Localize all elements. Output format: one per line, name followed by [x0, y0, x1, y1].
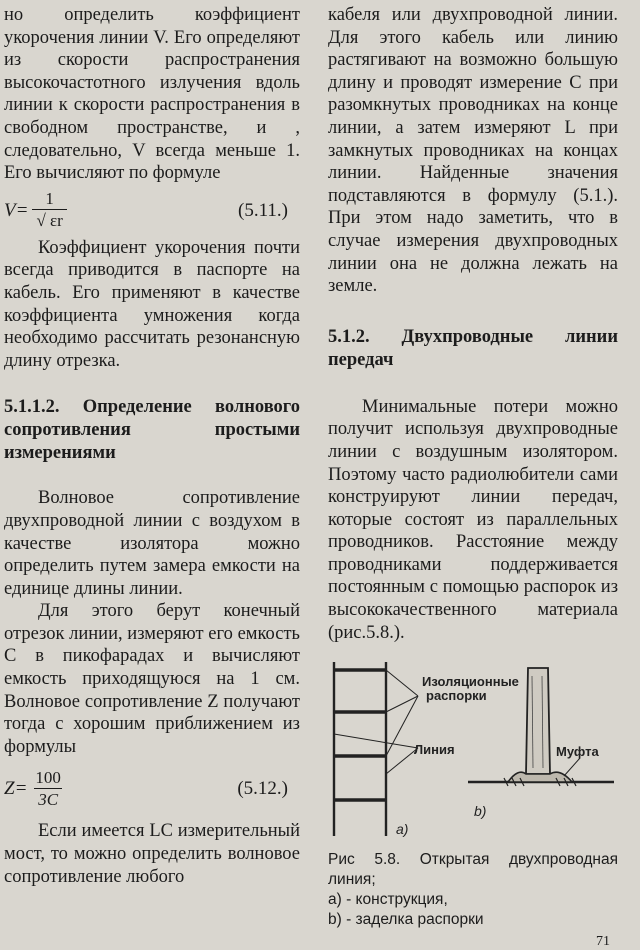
formula-5-12	[4, 758, 300, 820]
paragraph: Если имеется LC измерительный мост, то можно определить волновое сопротивление любого	[4, 821, 300, 887]
section-heading: 5.1.2. Двухпроводные линии передач	[328, 326, 618, 370]
right-column	[328, 4, 618, 930]
fraction-numerator: 100	[35, 767, 61, 787]
label-spacers-2: распорки	[426, 688, 487, 704]
label-sleeve: Муфта	[556, 744, 599, 760]
figure-drawing	[328, 656, 618, 846]
paragraph: но определить коэффициент укорочения линии V. Его определяют из скорости распространения высокочастотного излучения вдоль линии к скорости распространения в свободном пространстве, и , следовательно, V всегда меньше 1. Его вычисляют по формуле	[4, 5, 300, 184]
fraction-denominator: 3C	[34, 788, 62, 811]
page-number: 71	[596, 934, 610, 949]
section-heading: 5.1.1.2. Определение волнового сопротивления простыми измерениями	[4, 397, 300, 464]
fraction	[31, 768, 65, 811]
paragraph: Волновое сопротивление двухпроводной линии с воздухом в качестве изолятора можно определить путем замера емкости на единице длины линии.	[4, 488, 300, 599]
formula-5-11	[4, 185, 300, 237]
formula-lhs: Z=	[4, 778, 28, 800]
figure-caption-a: a) - конструкция,	[328, 891, 448, 909]
paragraph: Минимальные потери можно получит используя двухпроводные линии с воздушным изолятором. Поэтому часто радиолюбители сами конструируют линии передач, которые состоят из параллельных проводников. Расстояние между проводниками поддерживается постоянным с помощью распорок из высококачественного материала (рис.5.8.).	[328, 396, 618, 643]
figure-caption-b: b) - заделка распорки	[328, 911, 484, 929]
paragraph: кабеля или двухпроводной линии. Для этого кабель или линию растягивают на возможно большую длину и проводят измерение C при разомкнутых проводниках на конце линии, а затем измеряют L при замкнутых проводниках на концах линии. Найденные значения подставляются в формулу (5.1.). При этом надо заметить, что в случае измерения двухпроводных линии она не должна лежать на земле.	[328, 5, 618, 297]
label-a: a)	[396, 821, 409, 838]
figure-5-8	[328, 656, 618, 846]
label-line: Линия	[414, 742, 455, 758]
formula-number: (5.11.)	[238, 199, 288, 221]
left-column	[4, 4, 300, 888]
paragraph: Для этого берут конечный отрезок линии, измеряют его емкость С в пикофарадах и вычисляют емкость приходящуюся на 1 см. Волновое сопротивление Z получают тогда с хорошим приближением из формулы	[4, 601, 300, 757]
formula-number: (5.12.)	[237, 778, 288, 800]
fraction-numerator: 1	[45, 189, 54, 209]
label-b: b)	[474, 803, 487, 820]
fraction	[32, 189, 66, 232]
paragraph: Коэффициент укорочения почти всегда приводится в паспорте на кабель. Его применяют в качестве коэффициента умножения когда необходимо рассчитать резонансную длину отрезка.	[4, 237, 300, 371]
label-spacers-1: Изоляционные	[422, 674, 519, 690]
formula-lhs: V=	[4, 199, 29, 221]
figure-caption-title: Рис 5.8. Открытая двухпроводная линия;	[328, 851, 618, 889]
fraction-denominator: √ εr	[32, 209, 66, 232]
